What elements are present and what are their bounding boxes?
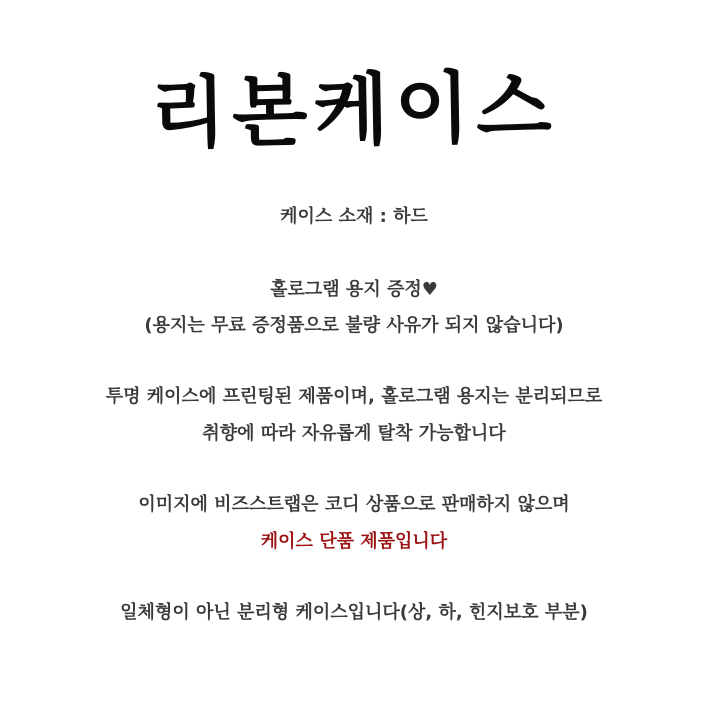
case-only-text: 케이스 단품 제품입니다 <box>260 531 448 552</box>
page-title: 리본케이스 <box>149 62 559 160</box>
strap-note-text: 이미지에 비즈스트랩은 코디 상품으로 판매하지 않으며 <box>138 494 570 515</box>
material-text: 케이스 소재 : 하드 <box>280 206 428 227</box>
gift-note-text: (용지는 무료 증정품으로 불량 사유가 되지 않습니다) <box>144 315 564 336</box>
structure-text: 일체형이 아닌 분리형 케이스입니다(상, 하, 힌지보호 부분) <box>120 602 588 623</box>
clear-case-text-1: 투명 케이스에 프린팅된 제품이며, 홀로그램 용지는 분리되므로 <box>105 386 603 407</box>
clear-case-text-2: 취향에 따라 자유롭게 탈착 가능합니다 <box>202 423 506 444</box>
gift-text: 홀로그램 용지 증정♥ <box>270 279 438 300</box>
